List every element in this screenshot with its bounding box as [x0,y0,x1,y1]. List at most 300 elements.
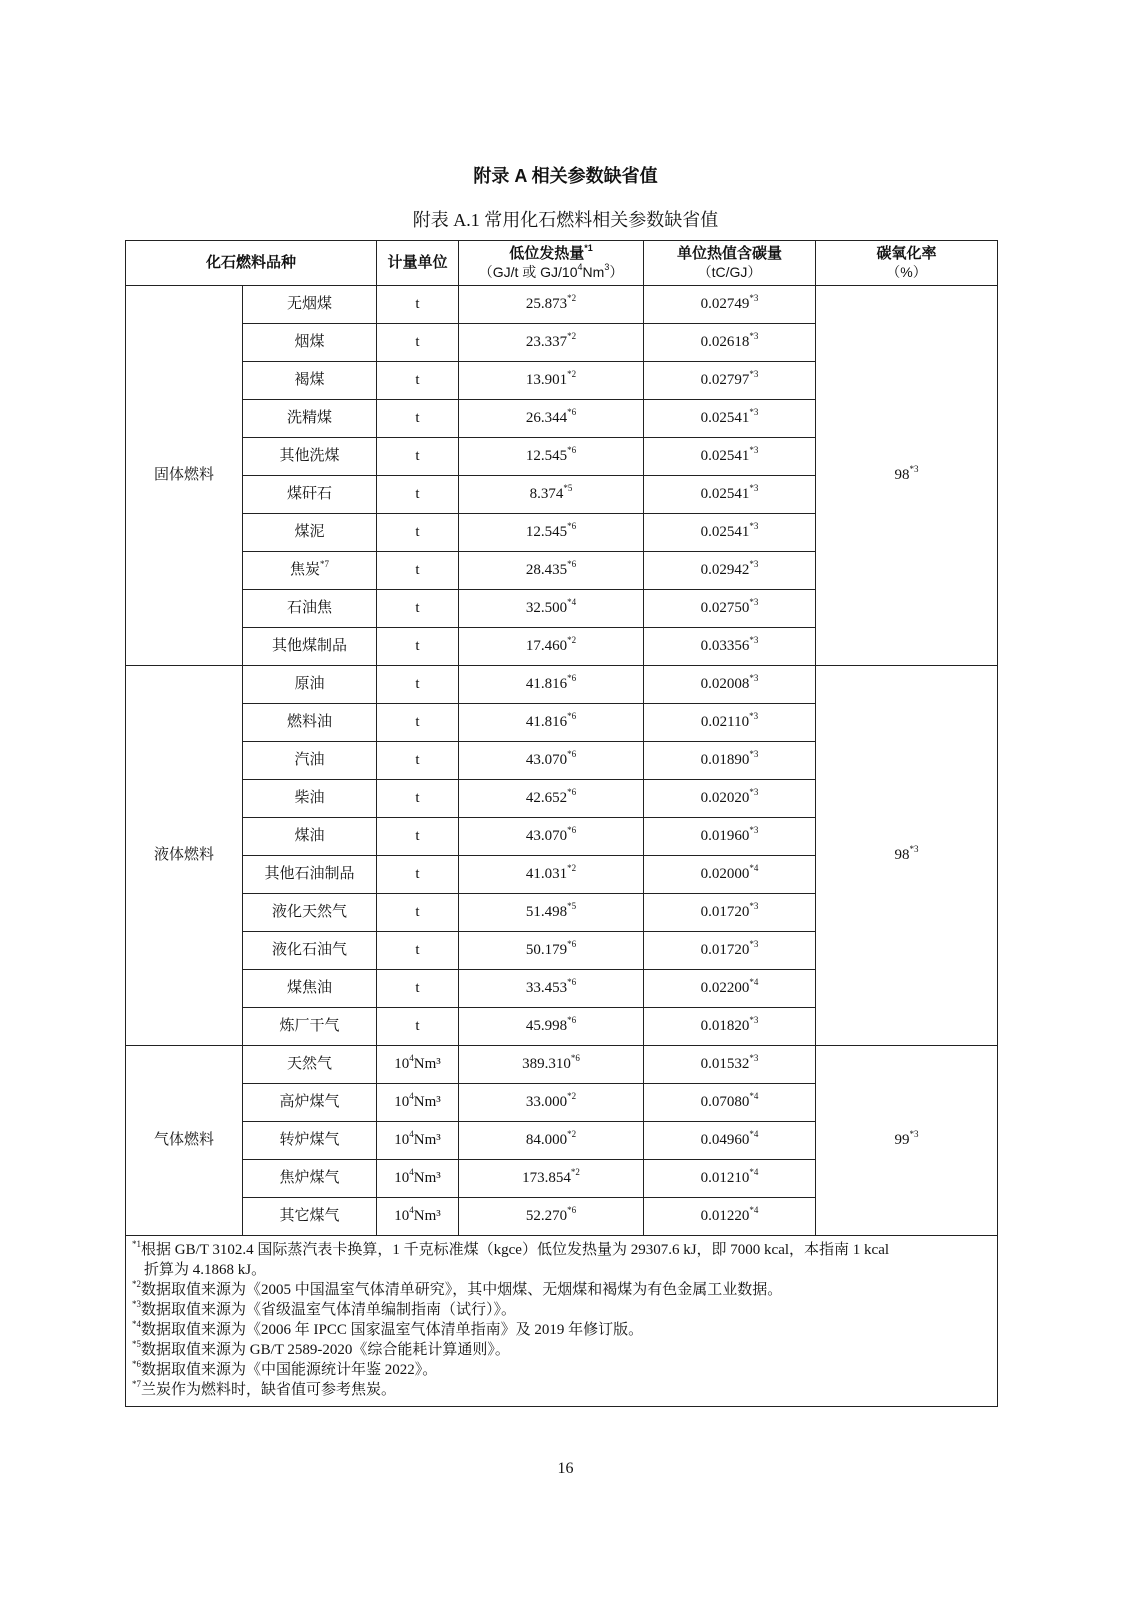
unit-exponent: 4 [409,1129,414,1140]
fuel-name-cell [243,362,377,400]
fuel-name: 其他煤制品 [272,638,348,655]
ncv-cell [459,286,644,324]
carbon-value: 0.02541 [700,448,750,465]
footnote-line [132,1300,991,1320]
fuel-name: 煤泥 [294,524,325,541]
unit-cell [377,1160,459,1198]
ncv-cell [459,476,644,514]
unit-cell [377,1198,459,1236]
footnote-ref: *3 [749,445,759,456]
fuel-name: 燃料油 [287,714,333,731]
ncv-cell [459,552,644,590]
carbon-value: 0.02797 [700,372,750,389]
footnote-ref: *3 [749,483,759,494]
fuel-name: 无烟煤 [287,296,333,313]
oxidation-rate-cell [816,1046,998,1236]
carbon-value: 0.01220 [700,1208,750,1225]
footnote-ref: *5 [567,901,577,912]
carbon-value: 0.01720 [700,942,750,959]
oxidation-value: 98 [894,467,910,484]
footnote-ref: *6 [570,1053,580,1064]
footnote-ref: *6 [567,825,577,836]
unit-base: t [415,752,420,769]
footnote-ref: *3 [749,825,759,836]
fuel-name-cell [243,514,377,552]
header-carbon-content: 单位热值含碳量 （tC/GJ） [644,241,816,286]
carbon-cell [644,628,816,666]
carbon-value: 0.02200 [700,980,750,997]
footnote-ref: *3 [749,369,759,380]
footnote-line [132,1380,991,1400]
carbon-cell [644,742,816,780]
unit-suffix: Nm³ [413,1170,441,1187]
fuel-name: 煤焦油 [287,980,333,997]
carbon-value: 0.02000 [700,866,750,883]
unit-cell [377,818,459,856]
ncv-cell [459,514,644,552]
unit-exponent: 4 [409,1053,414,1064]
footnote-ref: *3 [909,844,919,855]
table-row [126,1046,998,1084]
footnote-ref: *3 [749,1015,759,1026]
footnote-text: 数据取值来源为《2005 中国温室气体清单研究》，其中烟煤、无烟煤和褐煤为有色金属工业数据。 [141,1282,783,1298]
unit-cell [377,780,459,818]
ncv-cell [459,628,644,666]
unit-cell [377,286,459,324]
footnote-mark: *5 [132,1339,141,1349]
footnote-ref: *3 [749,787,759,798]
ncv-value: 52.270 [525,1208,568,1225]
footnote-ref: *6 [567,1205,577,1216]
footnote-ref: *3 [749,331,759,342]
unit-exponent: 4 [409,1167,414,1178]
fuel-name-cell [243,590,377,628]
footnote-ref: *2 [570,1167,580,1178]
fuel-name-cell [243,628,377,666]
fuel-category: 固体燃料 [126,286,243,666]
footnote-ref: *3 [909,464,919,475]
footnote-ref: *7 [320,559,330,570]
footnote-mark: *3 [132,1299,141,1309]
fuel-name-cell [243,818,377,856]
footnote-continuation: 折算为 4.1868 kJ。 [144,1262,267,1278]
fuel-name: 其它煤气 [279,1208,340,1225]
footnote-line [132,1240,991,1260]
fuel-name: 其他洗煤 [279,448,340,465]
ncv-value: 23.337 [525,334,568,351]
fuel-name: 洗精煤 [287,410,333,427]
carbon-cell [644,1122,816,1160]
unit-exponent: 4 [409,1091,414,1102]
fuel-name-cell [243,400,377,438]
unit-base: t [415,638,420,655]
carbon-cell [644,780,816,818]
footnote-ref: *2 [567,863,577,874]
ncv-cell [459,590,644,628]
unit-base: t [415,524,420,541]
footnotes-row [126,1236,998,1407]
footnote-ref: *2 [567,1129,577,1140]
fuel-name: 原油 [294,676,325,693]
appendix-title: 附录 A 相关参数缺省值 [473,166,658,186]
ncv-cell [459,362,644,400]
fuel-name: 高炉煤气 [279,1094,340,1111]
unit-base: t [415,448,420,465]
unit-cell [377,438,459,476]
ncv-value: 25.873 [525,296,568,313]
unit-base: t [415,904,420,921]
ncv-cell [459,780,644,818]
fuel-category: 气体燃料 [126,1046,243,1236]
unit-base: t [415,562,420,579]
carbon-value: 0.02541 [700,410,750,427]
footnote-ref: *6 [567,939,577,950]
ncv-value: 41.816 [525,676,568,693]
unit-cell [377,1046,459,1084]
unit-suffix: Nm³ [413,1094,441,1111]
footnote-ref: *3 [749,293,759,304]
ncv-cell [459,1198,644,1236]
unit-cell [377,894,459,932]
table-caption: 附表 A.1 常用化石燃料相关参数缺省值 [412,210,719,230]
footnote-line [132,1280,991,1300]
footnote-ref: *4 [749,1129,759,1140]
ncv-cell [459,932,644,970]
carbon-cell [644,1008,816,1046]
ncv-value: 32.500 [525,600,568,617]
ncv-cell [459,400,644,438]
carbon-value: 0.03356 [700,638,750,655]
carbon-value: 0.02008 [700,676,750,693]
unit-base: t [415,714,420,731]
ncv-value: 12.545 [525,524,568,541]
carbon-value: 0.02750 [700,600,750,617]
fuel-name-cell [243,552,377,590]
unit-base: t [415,372,420,389]
fuel-name-cell [243,438,377,476]
footnote-text: 兰炭作为燃料时，缺省值可参考焦炭。 [141,1382,397,1398]
footnote-ref: *3 [749,635,759,646]
unit-base: t [415,1018,420,1035]
unit-base: t [415,334,420,351]
ncv-cell [459,970,644,1008]
unit-base: t [415,790,420,807]
unit-cell [377,362,459,400]
footnote-text: 数据取值来源为 GB/T 2589-2020《综合能耗计算通则》。 [141,1342,510,1358]
unit-base: 10 [394,1132,410,1149]
carbon-cell [644,932,816,970]
carbon-cell [644,362,816,400]
unit-cell [377,1008,459,1046]
ncv-value: 42.652 [525,790,568,807]
unit-base: 10 [394,1208,410,1225]
ncv-value: 84.000 [525,1132,568,1149]
ncv-value: 26.344 [525,410,568,427]
table-header-row [126,241,998,286]
carbon-value: 0.02541 [700,486,750,503]
footnote-ref: *2 [567,331,577,342]
ncv-cell [459,818,644,856]
fuel-name-cell [243,932,377,970]
carbon-cell [644,818,816,856]
footnote-ref: *3 [749,407,759,418]
carbon-cell [644,552,816,590]
footnote-ref: *4 [567,597,577,608]
ncv-value: 8.374 [529,486,564,503]
ncv-value: 41.031 [525,866,568,883]
carbon-cell [644,514,816,552]
fuel-name-cell [243,704,377,742]
ncv-cell [459,1084,644,1122]
fuel-name-cell [243,1198,377,1236]
unit-suffix: Nm³ [413,1208,441,1225]
carbon-value: 0.02110 [700,714,750,731]
footnote-text: 根据 GB/T 3102.4 国际蒸汽表卡换算，1 千克标准煤（kgce）低位发热量为 29307.6 kJ，即 7000 kcal，本指南 1 kcal [141,1242,890,1258]
carbon-cell [644,286,816,324]
ncv-cell [459,438,644,476]
footnote-mark: *4 [132,1319,141,1329]
footnote-ref: *4 [749,1167,759,1178]
carbon-cell [644,400,816,438]
carbon-cell [644,1084,816,1122]
ncv-value: 173.854 [522,1170,571,1187]
carbon-value: 0.02541 [700,524,750,541]
fuel-name: 焦炉煤气 [279,1170,340,1187]
carbon-value: 0.02618 [700,334,750,351]
footnotes [126,1236,998,1407]
carbon-value: 0.07080 [700,1094,750,1111]
ncv-value: 389.310 [522,1056,571,1073]
table-body [126,286,998,1236]
carbon-cell [644,324,816,362]
ncv-value: 17.460 [525,638,568,655]
unit-cell [377,1122,459,1160]
unit-base: t [415,296,420,313]
footnote-ref: *6 [567,673,577,684]
fuel-name: 柴油 [294,790,325,807]
footnote-ref: *2 [567,635,577,646]
carbon-value: 0.04960 [700,1132,750,1149]
footnote-ref: *6 [567,749,577,760]
footnote-ref: *3 [749,559,759,570]
fuel-name: 液化石油气 [272,942,348,959]
fuel-name-cell [243,1160,377,1198]
ncv-value: 33.453 [525,980,568,997]
carbon-cell [644,438,816,476]
fuel-name-cell [243,476,377,514]
unit-cell [377,514,459,552]
footnote-ref: *3 [749,521,759,532]
fuel-name: 转炉煤气 [279,1132,340,1149]
footnote-ref: *2 [567,369,577,380]
fuel-name: 焦炭 [290,562,321,579]
carbon-value: 0.01960 [700,828,750,845]
ncv-value: 51.498 [525,904,568,921]
page-number: 16 [557,1460,574,1477]
carbon-value: 0.01820 [700,1018,750,1035]
ncv-value: 33.000 [525,1094,568,1111]
oxidation-rate-cell [816,286,998,666]
unit-base: t [415,942,420,959]
fuel-name: 煤油 [294,828,325,845]
footnote-ref: *6 [567,521,577,532]
fuel-parameter-table [125,240,998,1407]
footnote-ref: *6 [567,787,577,798]
footnote-text: 数据取值来源为《中国能源统计年鉴 2022》。 [141,1362,438,1378]
carbon-cell [644,1160,816,1198]
header-oxidation-rate: 碳氧化率 （%） [816,241,998,286]
fuel-name: 其他石油制品 [264,866,355,883]
ncv-cell [459,1046,644,1084]
unit-exponent: 4 [409,1205,414,1216]
table-row [126,666,998,704]
unit-cell [377,666,459,704]
oxidation-value: 99 [894,1132,910,1149]
carbon-cell [644,856,816,894]
unit-suffix: Nm³ [413,1132,441,1149]
footnote-line [132,1320,991,1340]
carbon-cell [644,1046,816,1084]
fuel-name: 烟煤 [294,334,325,351]
oxidation-rate-cell [816,666,998,1046]
fuel-name: 液化天然气 [272,904,348,921]
unit-base: 10 [394,1094,410,1111]
unit-cell [377,324,459,362]
carbon-value: 0.02749 [700,296,750,313]
unit-base: t [415,410,420,427]
unit-cell [377,932,459,970]
footnote-ref: *3 [749,1053,759,1064]
fuel-name-cell [243,1008,377,1046]
ncv-cell [459,1122,644,1160]
ncv-cell [459,856,644,894]
carbon-value: 0.01720 [700,904,750,921]
carbon-value: 0.02942 [700,562,750,579]
unit-base: t [415,866,420,883]
unit-cell [377,590,459,628]
footnote-ref: *2 [567,1091,577,1102]
footnote-ref: *2 [567,293,577,304]
footnote-ref: *6 [567,445,577,456]
fuel-name: 煤矸石 [287,486,333,503]
fuel-name: 石油焦 [287,600,333,617]
fuel-category: 液体燃料 [126,666,243,1046]
carbon-cell [644,476,816,514]
footnote-ref: *6 [567,977,577,988]
footnote-ref: *4 [749,1091,759,1102]
fuel-name-cell [243,1084,377,1122]
unit-cell [377,970,459,1008]
fuel-name-cell [243,970,377,1008]
carbon-value: 0.02020 [700,790,750,807]
footnote-ref: *4 [749,977,759,988]
ncv-value: 50.179 [525,942,568,959]
fuel-name-cell [243,742,377,780]
footnote-ref: *4 [749,863,759,874]
footnote-line [132,1360,991,1380]
ncv-cell [459,324,644,362]
fuel-name-cell [243,894,377,932]
fuel-name-cell [243,780,377,818]
footnote-ref: *6 [567,711,577,722]
footnote-text: 数据取值来源为《2006 年 IPCC 国家温室气体清单指南》及 2019 年修订版。 [141,1322,644,1338]
carbon-cell [644,704,816,742]
unit-cell [377,856,459,894]
ncv-cell [459,1160,644,1198]
ncv-value: 43.070 [525,752,568,769]
footnote-ref: *4 [749,1205,759,1216]
carbon-cell [644,970,816,1008]
footnote-ref: *5 [563,483,573,494]
ncv-value: 12.545 [525,448,568,465]
fuel-name: 天然气 [287,1056,333,1073]
footnote-mark: *6 [132,1359,141,1369]
footnote-ref: *3 [909,1129,919,1140]
footnote-ref: *3 [749,749,759,760]
ncv-cell [459,1008,644,1046]
unit-base: 10 [394,1170,410,1187]
fuel-name: 汽油 [294,752,325,769]
unit-cell [377,552,459,590]
ncv-value: 45.998 [525,1018,568,1035]
ncv-cell [459,742,644,780]
fuel-name: 褐煤 [294,372,325,389]
header-unit: 计量单位 [377,241,459,286]
ncv-cell [459,894,644,932]
ncv-value: 13.901 [525,372,568,389]
unit-cell [377,400,459,438]
unit-cell [377,628,459,666]
fuel-name-cell [243,1046,377,1084]
footnote-text: 数据取值来源为《省级温室气体清单编制指南（试行）》。 [141,1302,517,1318]
footnote-ref: *3 [749,939,759,950]
footnote-ref: *3 [749,597,759,608]
ncv-cell [459,666,644,704]
fuel-name-cell [243,856,377,894]
footnote-ref: *3 [749,673,759,684]
fuel-name-cell [243,666,377,704]
ncv-cell [459,704,644,742]
header-fuel-type: 化石燃料品种 [126,241,377,286]
unit-cell [377,742,459,780]
unit-cell [377,704,459,742]
table-row [126,286,998,324]
footnote-ref: *6 [567,407,577,418]
footnote-mark: *1 [132,1239,141,1249]
ncv-value: 43.070 [525,828,568,845]
carbon-value: 0.01532 [700,1056,750,1073]
fuel-name-cell [243,286,377,324]
fuel-name: 炼厂干气 [279,1018,340,1035]
unit-base: t [415,486,420,503]
unit-base: t [415,600,420,617]
oxidation-value: 98 [894,847,910,864]
unit-base: t [415,828,420,845]
carbon-cell [644,666,816,704]
header-ncv: 低位发热量$^{*1}$ （GJ/t 或 $GJ/10^4Nm^3$） [459,241,644,286]
unit-base: t [415,980,420,997]
footnote-mark: *7 [132,1379,141,1389]
unit-base: 10 [394,1056,410,1073]
footnote-ref: *3 [749,711,759,722]
footnote-line [132,1340,991,1360]
unit-cell [377,1084,459,1122]
ncv-value: 41.816 [525,714,568,731]
carbon-value: 0.01210 [700,1170,750,1187]
carbon-cell [644,590,816,628]
ncv-value: 28.435 [525,562,568,579]
footnote-ref: *3 [749,901,759,912]
